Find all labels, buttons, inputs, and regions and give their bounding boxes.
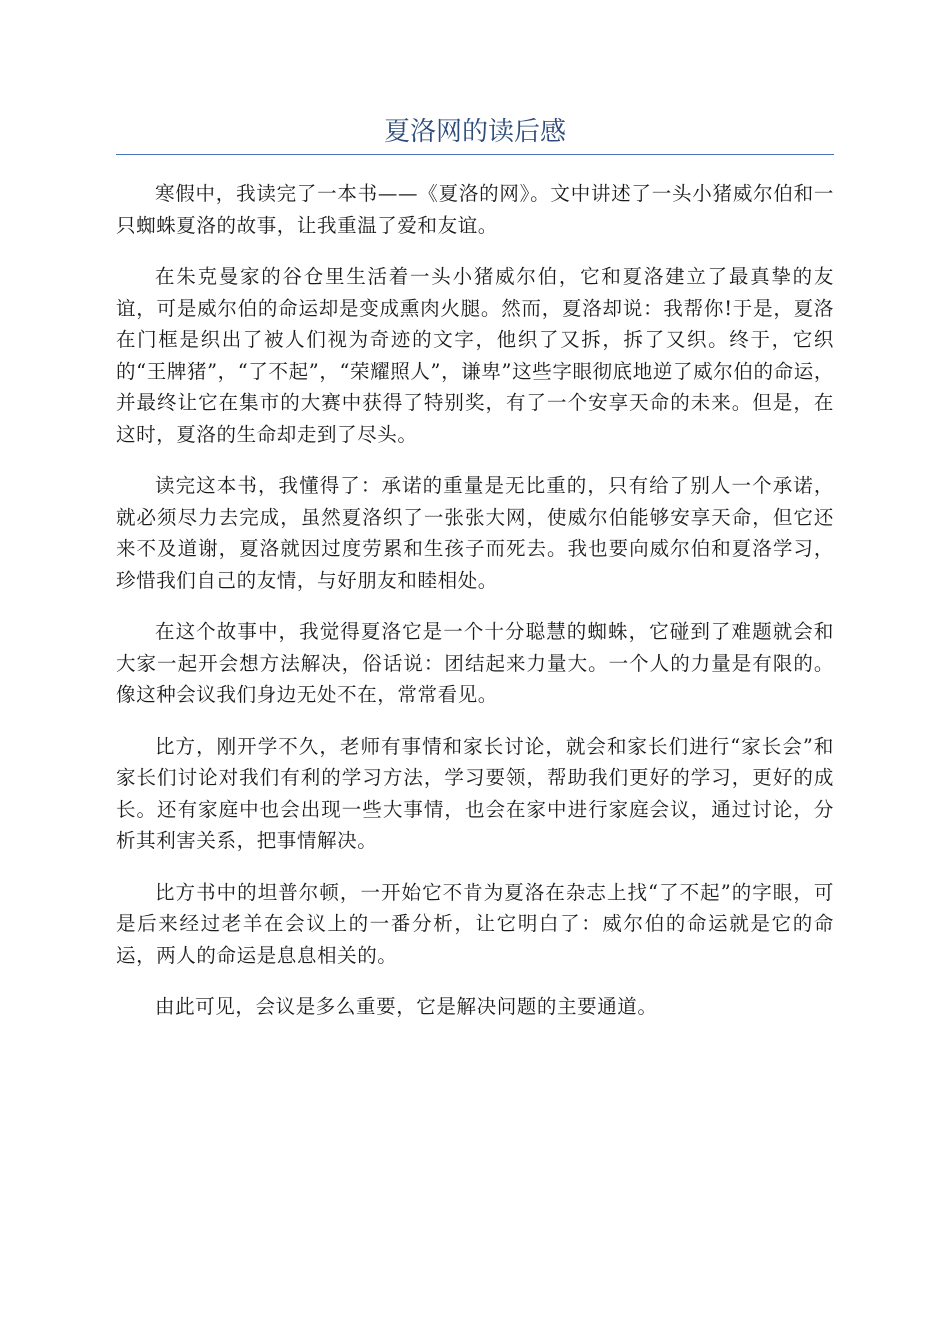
document-title: 夏洛网的读后感 — [383, 117, 566, 147]
paragraph: 读完这本书，我懂得了：承诺的重量是无比重的，只有给了别人一个承诺，就必须尽力去完成，虽然夏洛织了一张张大网，使威尔伯能够安享天命，但它还来不及道谢，夏洛就因过度劳累和生孩子而死去。我也要向威尔伯和夏洛学习，珍惜我们自己的友情，与好朋友和睦相处。 — [116, 474, 834, 592]
paragraph: 比方，刚开学不久，老师有事情和家长讨论，就会和家长们进行“家长会”和家长们讨论对我们有利的学习方法，学习要领，帮助我们更好的学习，更好的成长。还有家庭中也会出现一些大事情，也会在家中进行家庭会议，通过讨论，分析其利害关系，把事情解决。 — [116, 734, 834, 852]
paragraph: 在朱克曼家的谷仓里生活着一头小猪威尔伯，它和夏洛建立了最真挚的友谊，可是威尔伯的命运却是变成熏肉火腿。然而，夏洛却说：我帮你!于是，夏洛在门框是织出了被人们视为奇迹的文字，他织了又拆，拆了又织。终于，它织的“王牌猪”，“了不起”，“荣耀照人”，谦卑”这些字眼彻底地逆了威尔伯的命运，并最终让它在集市的大赛中获得了特别奖，有了一个安享天命的未来。但是，在这时，夏洛的生命却走到了尽头。 — [116, 265, 834, 446]
document-body — [116, 178, 834, 1043]
title-underline — [116, 154, 834, 155]
paragraph: 由此可见，会议是多么重要，它是解决问题的主要通道。 — [155, 995, 658, 1018]
paragraph: 比方书中的坦普尔顿，一开始它不肯为夏洛在杂志上找“了不起”的字眼，可是后来经过老羊在会议上的一番分析，让它明白了：威尔伯的命运就是它的命运，两人的命运是息息相关的。 — [116, 880, 834, 967]
paragraph: 寒假中，我读完了一本书——《夏洛的网》。文中讲述了一头小猪威尔伯和一只蜘蛛夏洛的故事，让我重温了爱和友谊。 — [116, 182, 834, 237]
paragraph: 在这个故事中，我觉得夏洛它是一个十分聪慧的蜘蛛，它碰到了难题就会和大家一起开会想方法解决，俗话说：团结起来力量大。一个人的力量是有限的。像这种会议我们身边无处不在，常常看见。 — [116, 620, 834, 706]
